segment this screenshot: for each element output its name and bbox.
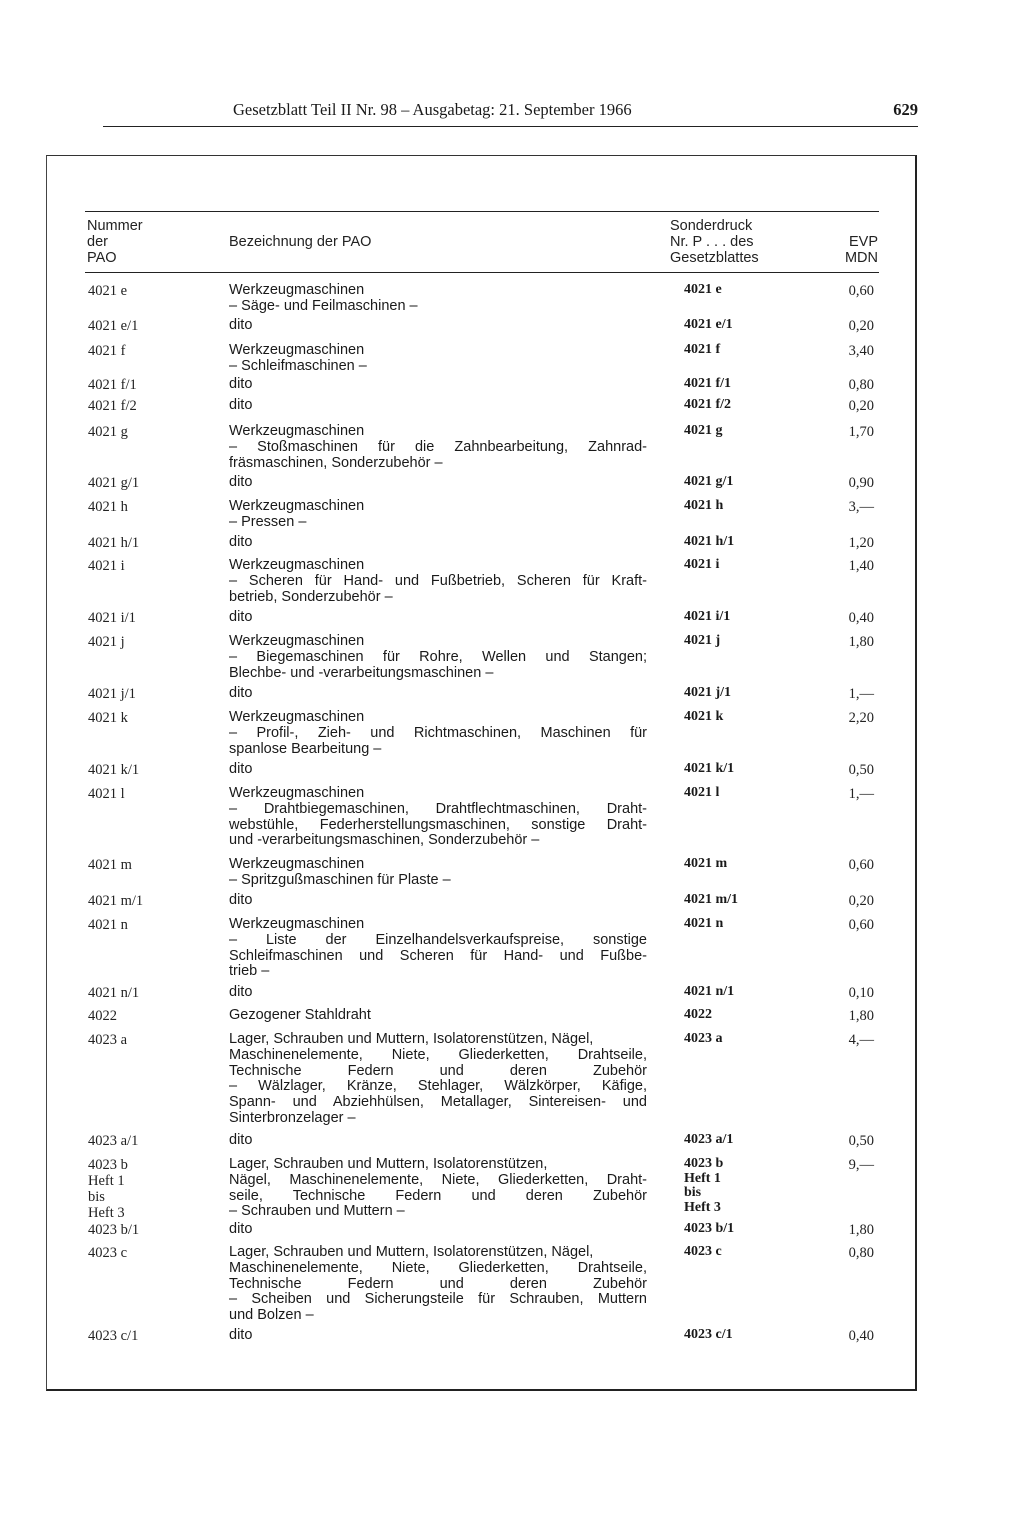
- pao-description: Werkzeugmaschinen – Stoßmaschinen für die Zahnbearbeitung, Zahnrad- fräsmaschinen, Sonderzubehör –: [229, 423, 647, 471]
- header-title: Gesetzblatt Teil II Nr. 98 – Ausgabetag: 21. September 1966: [233, 100, 632, 119]
- pao-number: 4021 k/1: [88, 762, 140, 778]
- pao-description: Werkzeugmaschinen – Säge- und Feilmaschinen –: [229, 282, 418, 314]
- pao-description: Werkzeugmaschinen – Spritzgußmaschinen für Plaste –: [229, 856, 451, 888]
- pao-description: Werkzeugmaschinen – Schleifmaschinen –: [229, 342, 367, 374]
- sonderdruck-number: 4021 f/2: [684, 397, 732, 412]
- evp-price: 0,80: [848, 1245, 874, 1261]
- pao-description: Werkzeugmaschinen – Pressen –: [229, 498, 365, 530]
- pao-description: Gezogener Stahldraht: [229, 1007, 371, 1023]
- column-header-bezeichnung: Bezeichnung der PAO: [229, 234, 372, 250]
- page-number: 629: [893, 100, 918, 119]
- pao-description: dito: [229, 474, 253, 490]
- pao-description: Lager, Schrauben und Muttern, Isolatorenstützen, Nägel, Maschinenelemente, Niete, Gliederketten, Draht- seile, Technische Federn und deren Zubehör – Schrauben und Muttern –: [229, 1156, 647, 1220]
- sonderdruck-number: 4021 h/1: [684, 534, 735, 549]
- sonderdruck-number: 4023 b Heft 1 bis Heft 3: [684, 1156, 724, 1215]
- pao-number: 4023 c: [88, 1245, 128, 1261]
- evp-price: 9,—: [848, 1157, 874, 1173]
- evp-price: 0,40: [848, 610, 874, 626]
- pao-description: Lager, Schrauben und Muttern, Isolatorenstützen, Nägel, Maschinenelemente, Niete, Gliederketten, Drahtseile, Technische Federn und deren Zubehör – Wälzlager, Kränze, Stehlager, Wälzkörper, Käfige, Spann- und Abziehhülsen, Metallager, Sintereisen- und Sinterbronzelager –: [229, 1031, 647, 1126]
- pao-description: dito: [229, 685, 253, 701]
- pao-number: 4021 k: [88, 710, 128, 726]
- sonderdruck-number: 4021 j: [684, 633, 721, 648]
- pao-description: dito: [229, 376, 253, 392]
- pao-description: Werkzeugmaschinen – Scheren für Hand- und Fußbetrieb, Scheren für Kraft- betrieb, Sonderzubehör –: [229, 557, 647, 605]
- pao-description: dito: [229, 397, 253, 413]
- column-header-sonderdruck: Sonderdruck Nr. P . . . des Gesetzblattes: [670, 218, 759, 266]
- pao-number: 4021 e/1: [88, 318, 139, 334]
- evp-price: 0,60: [848, 857, 874, 873]
- evp-price: 0,20: [848, 318, 874, 334]
- pao-description: Werkzeugmaschinen – Liste der Einzelhandelsverkaufspreise, sonstige Schleifmaschinen und Scheren für Hand- und Fußbe- trieb –: [229, 916, 647, 980]
- evp-price: 3,—: [848, 499, 874, 515]
- sonderdruck-number: 4021 e/1: [684, 317, 733, 332]
- sonderdruck-number: 4023 b/1: [684, 1221, 735, 1236]
- pao-description: Werkzeugmaschinen – Biegemaschinen für Rohre, Wellen und Stangen; Blechbe- und -verarbeitungsmaschinen –: [229, 633, 647, 681]
- sonderdruck-number: 4022: [684, 1007, 712, 1022]
- pao-number: 4021 l: [88, 786, 125, 802]
- pao-number: 4021 f: [88, 343, 126, 359]
- sonderdruck-number: 4021 h: [684, 498, 724, 513]
- pao-number: 4021 j: [88, 634, 125, 650]
- evp-price: 1,—: [848, 686, 874, 702]
- pao-number: 4023 a/1: [88, 1133, 139, 1149]
- sonderdruck-number: 4021 m/1: [684, 892, 739, 907]
- pao-number: 4021 g: [88, 424, 128, 440]
- pao-description: Lager, Schrauben und Muttern, Isolatorenstützen, Nägel, Maschinenelemente, Niete, Gliederketten, Drahtseile, Technische Federn und deren Zubehör – Scheiben und Sicherungsteile für Schrauben, Muttern und Bolzen –: [229, 1244, 647, 1324]
- evp-price: 3,40: [848, 343, 874, 359]
- sonderdruck-number: 4021 f: [684, 342, 721, 357]
- evp-price: 1,40: [848, 558, 874, 574]
- pao-number: 4021 i/1: [88, 610, 136, 626]
- sonderdruck-number: 4023 c/1: [684, 1327, 733, 1342]
- pao-number: 4021 h: [88, 499, 128, 515]
- pao-number: 4021 h/1: [88, 535, 140, 551]
- pao-description: dito: [229, 534, 253, 550]
- pao-number: 4023 a: [88, 1032, 128, 1048]
- sonderdruck-number: 4021 n: [684, 916, 724, 931]
- sonderdruck-number: 4021 g: [684, 423, 723, 438]
- evp-price: 4,—: [848, 1032, 874, 1048]
- evp-price: 1,20: [848, 535, 874, 551]
- pao-number: 4022: [88, 1008, 117, 1024]
- evp-price: 0,50: [848, 762, 874, 778]
- pao-number: 4021 m/1: [88, 893, 144, 909]
- sonderdruck-number: 4021 k/1: [684, 761, 735, 776]
- evp-price: 0,60: [848, 283, 874, 299]
- sonderdruck-number: 4023 a: [684, 1031, 723, 1046]
- evp-price: 0,80: [848, 377, 874, 393]
- pao-description: dito: [229, 1221, 253, 1237]
- pao-number: 4021 e: [88, 283, 128, 299]
- pao-number: 4021 n/1: [88, 985, 140, 1001]
- pao-description: dito: [229, 609, 253, 625]
- pao-description: Werkzeugmaschinen – Profil-, Zieh- und Richtmaschinen, Maschinen für spanlose Bearbeitung –: [229, 709, 647, 757]
- pao-description: Werkzeugmaschinen – Drahtbiegemaschinen, Drahtflechtmaschinen, Draht- webstühle, Federherstellungsmaschinen, sonstige Draht- und -verarbeitungsmaschinen, Sonderzubehör –: [229, 785, 647, 849]
- pao-description: dito: [229, 317, 253, 333]
- pao-number: 4021 f/2: [88, 398, 137, 414]
- pao-description: dito: [229, 1132, 253, 1148]
- sonderdruck-number: 4021 e: [684, 282, 722, 297]
- sonderdruck-number: 4021 f/1: [684, 376, 732, 391]
- pao-number: 4023 b/1: [88, 1222, 140, 1238]
- evp-price: 1,70: [848, 424, 874, 440]
- pao-number: 4023 b Heft 1 bis Heft 3: [88, 1157, 128, 1221]
- evp-price: 0,90: [848, 475, 874, 491]
- sonderdruck-number: 4023 c: [684, 1244, 722, 1259]
- sonderdruck-number: 4021 i/1: [684, 609, 731, 624]
- evp-price: 2,20: [848, 710, 874, 726]
- evp-price: 1,80: [848, 634, 874, 650]
- evp-price: 0,20: [848, 398, 874, 414]
- evp-price: 1,—: [848, 786, 874, 802]
- pao-description: dito: [229, 984, 253, 1000]
- pao-number: 4021 f/1: [88, 377, 137, 393]
- sonderdruck-number: 4021 i: [684, 557, 720, 572]
- evp-price: 0,10: [848, 985, 874, 1001]
- pao-number: 4021 m: [88, 857, 132, 873]
- sonderdruck-number: 4023 a/1: [684, 1132, 734, 1147]
- pao-description: dito: [229, 761, 253, 777]
- column-header-evp: EVP MDN: [844, 234, 878, 266]
- pao-number: 4021 i: [88, 558, 125, 574]
- sonderdruck-number: 4021 l: [684, 785, 720, 800]
- evp-price: 0,40: [848, 1328, 874, 1344]
- sonderdruck-number: 4021 m: [684, 856, 728, 871]
- evp-price: 1,80: [848, 1222, 874, 1238]
- pao-description: dito: [229, 892, 253, 908]
- pao-number: 4021 j/1: [88, 686, 136, 702]
- pao-number: 4021 g/1: [88, 475, 140, 491]
- sonderdruck-number: 4021 k: [684, 709, 724, 724]
- evp-price: 0,60: [848, 917, 874, 933]
- pao-description: dito: [229, 1327, 253, 1343]
- sonderdruck-number: 4021 g/1: [684, 474, 734, 489]
- evp-price: 0,20: [848, 893, 874, 909]
- evp-price: 1,80: [848, 1008, 874, 1024]
- column-header-nummer: Nummer der PAO: [87, 218, 143, 266]
- sonderdruck-number: 4021 j/1: [684, 685, 732, 700]
- evp-price: 0,50: [848, 1133, 874, 1149]
- sonderdruck-number: 4021 n/1: [684, 984, 735, 999]
- pao-number: 4021 n: [88, 917, 128, 933]
- pao-number: 4023 c/1: [88, 1328, 139, 1344]
